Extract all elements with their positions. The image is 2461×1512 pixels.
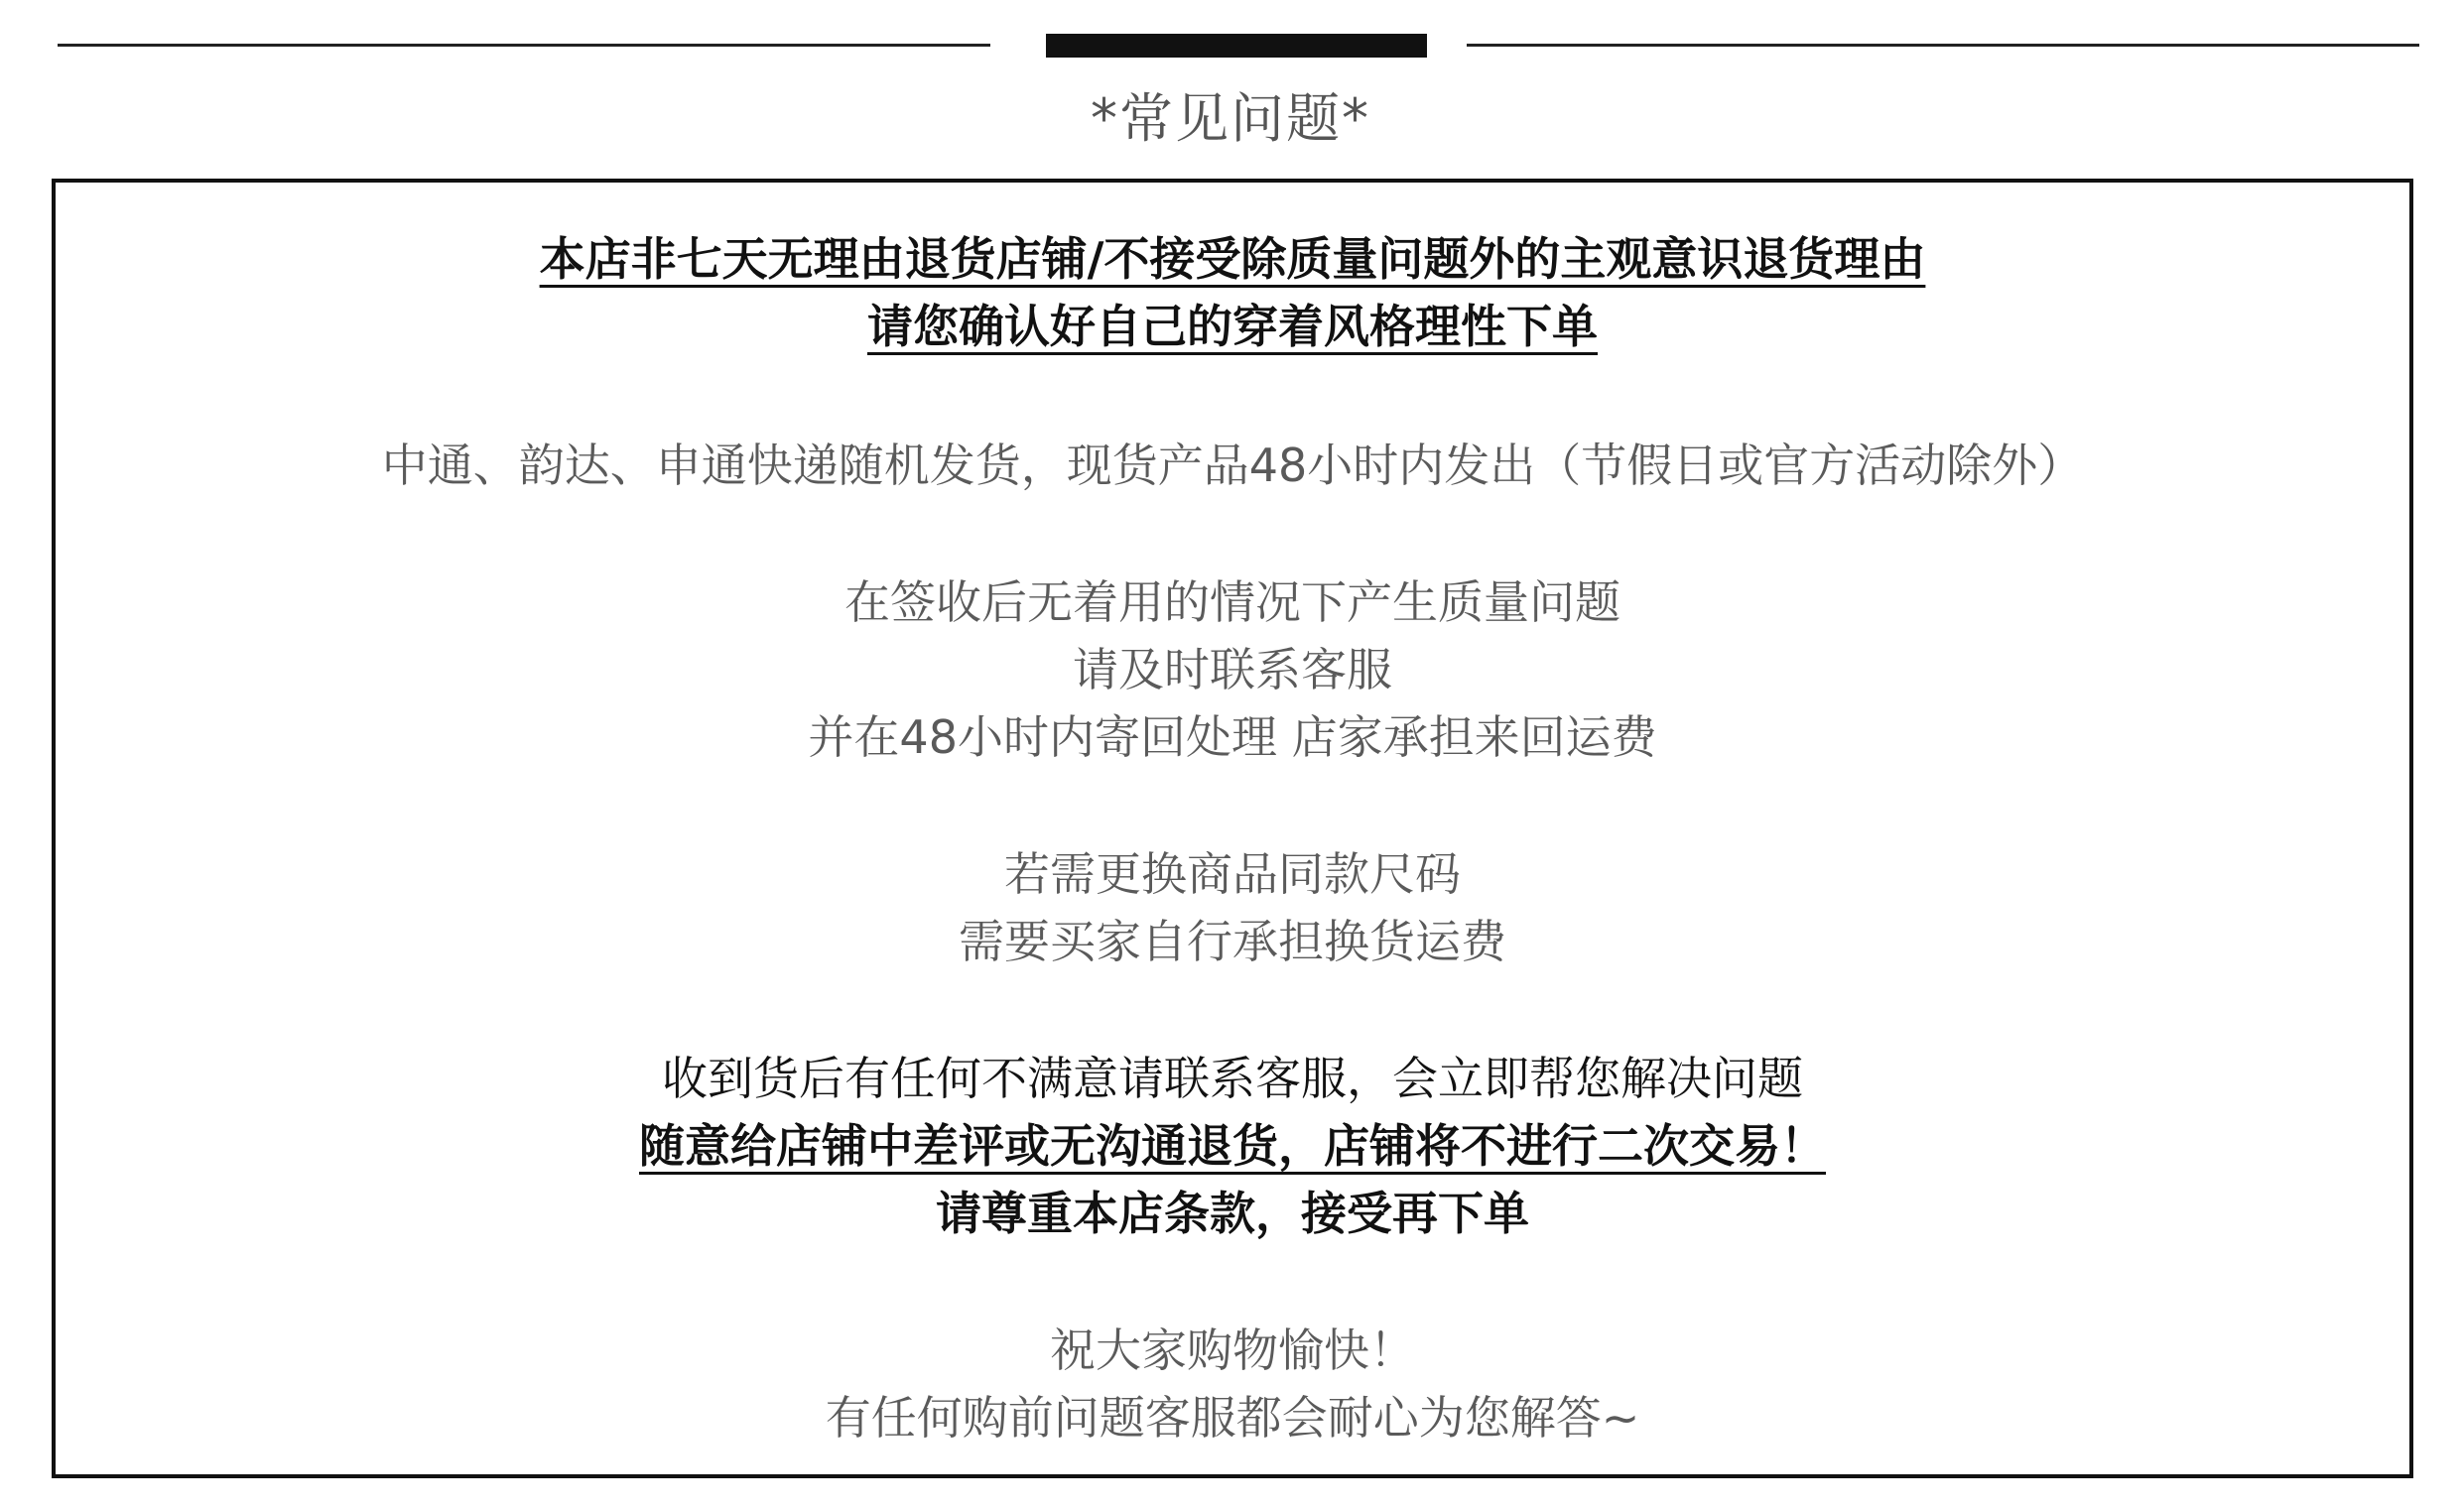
faq-title: *常见问题* <box>1091 87 1370 150</box>
policy-line-1: 本店非七天无理由退货店铺/不接受除质量问题外的主观意识退货理由 <box>539 232 1926 286</box>
closing-line-1: 祝大家购物愉快！ <box>1050 1323 1415 1377</box>
header-accent-bar <box>1046 34 1427 58</box>
shipping-line: 中通、韵达、申通快递随机发货，现货产品48小时内发出（节假日或官方活动除外） <box>381 439 2084 492</box>
policy-line-2: 请您确认好自己的穿着风格理性下单 <box>867 300 1598 353</box>
notice-line-3: 请尊重本店条款，接受再下单 <box>936 1187 1529 1240</box>
faq-box <box>52 179 2413 1478</box>
closing-line-2: 有任何购前问题客服都会耐心为您解答~ <box>825 1391 1640 1445</box>
exchange-line-1: 若需更换商品同款尺码 <box>1004 847 1461 901</box>
exchange-line-2: 需要买家自行承担换货运费 <box>959 915 1506 968</box>
notice-line-2: 随意给店铺中差评或无沟通退货，店铺将不进行二次交易！ <box>639 1119 1826 1173</box>
quality-line-2: 请及时联系客服 <box>1073 643 1392 696</box>
header-divider-right <box>1467 44 2419 47</box>
notice-line-1: 收到货后有任何不满意请联系客服，会立即帮您解决问题 <box>662 1052 1803 1105</box>
quality-line-1: 在签收后无着用的情况下产生质量问题 <box>844 575 1620 629</box>
quality-line-3: 并在48小时内寄回处理 店家承担来回运费 <box>808 710 1657 764</box>
header-divider-left <box>58 44 990 47</box>
